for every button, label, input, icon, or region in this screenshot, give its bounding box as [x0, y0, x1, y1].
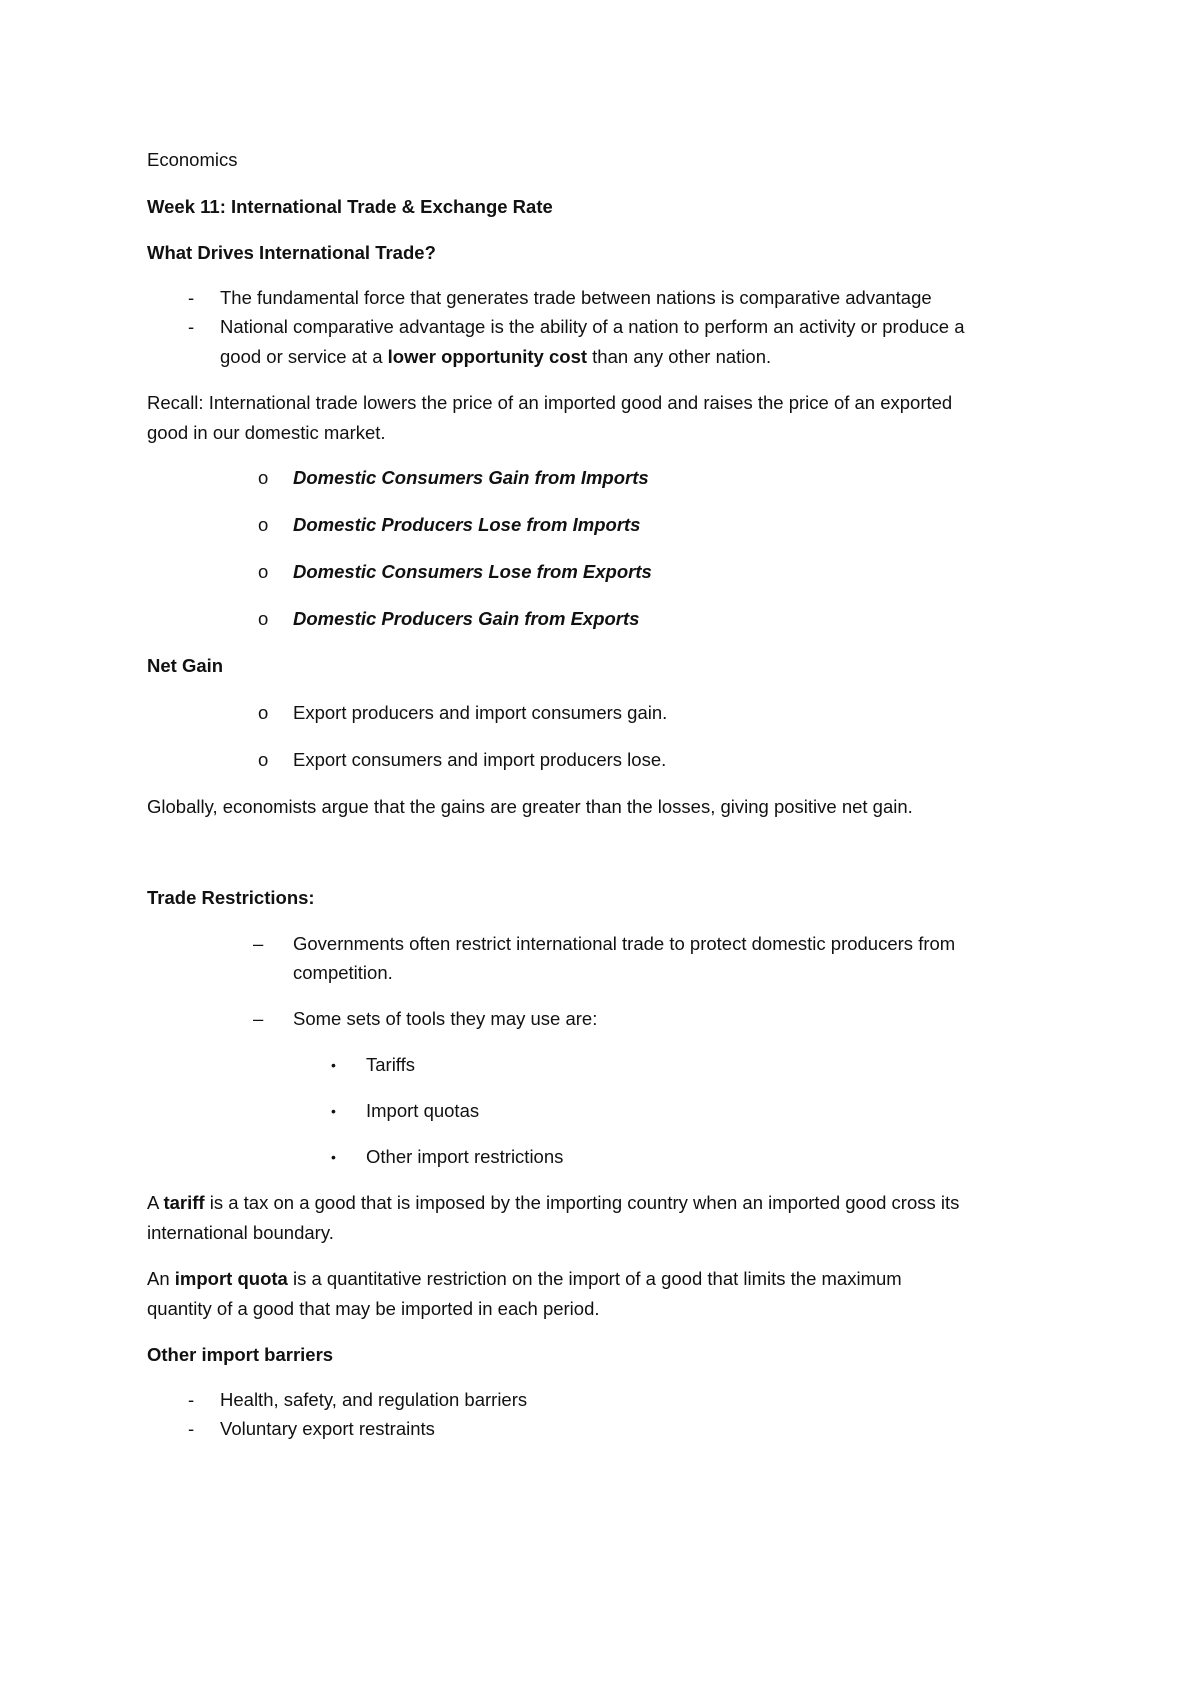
circle-marker: o	[258, 514, 269, 535]
text-segment: than any other nation.	[587, 346, 772, 367]
bullet-marker: •	[331, 1149, 336, 1165]
list-item-text-line1: National comparative advantage is the ability of a nation to perform an activity or produce a	[220, 316, 965, 337]
list-item-text-line1: Governments often restrict international trade to protect domestic producers from	[293, 933, 956, 954]
tariff-definition-line1	[147, 1192, 959, 1214]
circle-marker: o	[258, 702, 269, 723]
list-item-text-line2: competition.	[293, 962, 393, 983]
list-item: Import quotas	[366, 1100, 480, 1121]
list-item-text-line1: Some sets of tools they may use are:	[293, 1008, 598, 1029]
text-segment: An	[147, 1268, 175, 1289]
dash-marker: –	[253, 1008, 264, 1029]
text-segment: A	[147, 1192, 164, 1213]
dash-marker: -	[188, 287, 195, 308]
bullet-marker: •	[331, 1057, 336, 1073]
list-item: Domestic Producers Lose from Imports	[293, 514, 641, 535]
recall-paragraph-line1: Recall: International trade lowers the price of an imported good and raises the price of an exported	[147, 392, 953, 413]
dash-marker: –	[253, 933, 264, 954]
dash-marker: -	[188, 1418, 195, 1439]
dash-marker: -	[188, 316, 195, 337]
bullet-marker: •	[331, 1103, 336, 1119]
quota-definition-line1	[147, 1268, 902, 1290]
circle-marker: o	[258, 467, 269, 488]
tariff-definition-line2: international boundary.	[147, 1222, 334, 1243]
bold-term: tariff	[163, 1192, 205, 1213]
list-item-text-line2	[220, 346, 771, 368]
circle-marker: o	[258, 561, 269, 582]
circle-marker: o	[258, 608, 269, 629]
dash-marker: -	[188, 1389, 195, 1410]
list-item: Voluntary export restraints	[220, 1418, 435, 1439]
week-title: Week 11: International Trade & Exchange Rate	[147, 196, 553, 217]
net-gain-heading: Net Gain	[147, 655, 224, 676]
list-item: Other import restrictions	[366, 1146, 564, 1167]
bold-term: lower opportunity cost	[387, 346, 588, 367]
list-item-text: The fundamental force that generates trade between nations is comparative advantage	[220, 287, 932, 308]
other-barriers-heading: Other import barriers	[147, 1344, 334, 1365]
section-heading-drivers: What Drives International Trade?	[147, 242, 436, 263]
bold-term: import quota	[174, 1268, 288, 1289]
trade-restrictions-heading: Trade Restrictions:	[147, 887, 315, 908]
globally-paragraph: Globally, economists argue that the gains are greater than the losses, giving positive net gain.	[147, 796, 913, 817]
text-segment: good or service at a	[220, 346, 388, 367]
text-segment: is a tax on a good that is imposed by the importing country when an imported good cross its	[204, 1192, 960, 1213]
list-item: Domestic Consumers Lose from Exports	[293, 561, 652, 582]
recall-paragraph-line2: good in our domestic market.	[147, 422, 386, 443]
list-item: Export producers and import consumers gain.	[293, 702, 668, 723]
list-item: Tariffs	[366, 1054, 416, 1075]
list-item: Health, safety, and regulation barriers	[220, 1389, 528, 1410]
subject-title: Economics	[147, 149, 238, 170]
list-item: Export consumers and import producers lose.	[293, 749, 667, 770]
list-item: Domestic Producers Gain from Exports	[293, 608, 640, 629]
list-item: Domestic Consumers Gain from Imports	[293, 467, 649, 488]
quota-definition-line2: quantity of a good that may be imported in each period.	[147, 1298, 600, 1319]
circle-marker: o	[258, 749, 269, 770]
text-segment: is a quantitative restriction on the import of a good that limits the maximum	[287, 1268, 902, 1289]
